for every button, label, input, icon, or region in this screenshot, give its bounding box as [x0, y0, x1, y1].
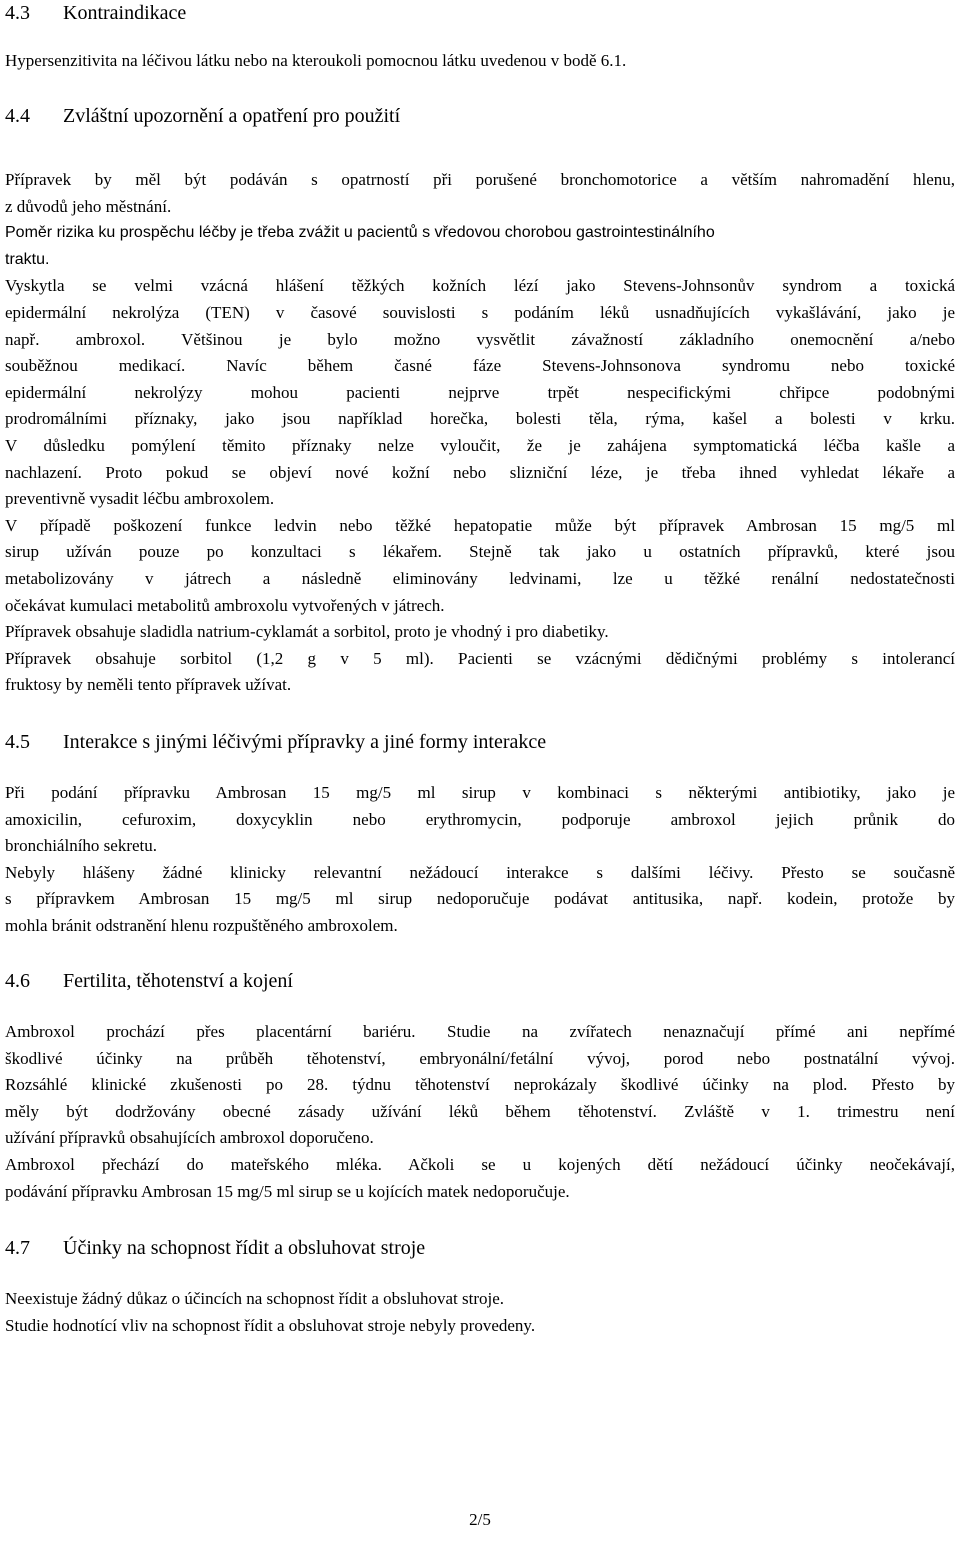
- section-4-5-heading: [5, 729, 955, 755]
- section-title: Zvláštní upozornění a opatření pro použití: [63, 105, 401, 127]
- text-line: nachlazení. Proto pokud se objeví nové kožní nebo slizniční léze, je třeba ihned vyhledat lékaře a: [5, 462, 955, 482]
- section-number: 4.3: [5, 2, 30, 24]
- section-number: 4.4: [5, 105, 30, 127]
- text-line: užívání přípravků obsahujících ambroxol doporučeno.: [5, 1128, 374, 1148]
- section-4-3-body: [5, 48, 955, 75]
- text-line: Rozsáhlé klinické zkušenosti po 28. týdnu těhotenství neprokázaly škodlivé účinky na plod. Přesto by: [5, 1075, 955, 1095]
- text-line: V případě poškození funkce ledvin nebo těžké hepatopatie může být přípravek Ambrosan 15 mg/5 ml: [5, 515, 955, 535]
- text-line: Poměr rizika ku prospěchu léčby je třeba zvážit u pacientů s vředovou chorobou gastrointestinálního: [5, 224, 715, 242]
- text-line: fruktosy by neměli tento přípravek užívat.: [5, 675, 292, 695]
- text-line: Ambroxol prochází přes placentární bariéru. Studie na zvířatech nenaznačují přímé ani nepřímé: [5, 1022, 955, 1041]
- text-line: měly být dodržovány obecné zásady užívání léků během těhotenství. Zvláště v 1. trimestru není: [5, 1101, 955, 1121]
- section-4-5-body: [5, 780, 955, 940]
- text-line: s přípravkem Ambrosan 15 mg/5 ml sirup nedoporučuje podávat antitusika, např. kodein, protože by: [5, 889, 955, 909]
- text-line: mohla bránit odstranění hlenu rozpuštěného ambroxolem.: [5, 915, 398, 935]
- text-line: metabolizovány v játrech a následně eliminovány ledvinami, lze u těžké renální nedostatečnosti: [5, 568, 955, 588]
- text-line: Ambroxol přechází do mateřského mléka. Ačkoli se u kojených dětí nežádoucí účinky neočekávají,: [5, 1154, 955, 1174]
- section-title: Fertilita, těhotenství a kojení: [63, 970, 293, 992]
- text-line: Vyskytla se velmi vzácná hlášení těžkých kožních lézí jako Stevens-Johnsonův syndrom a toxická: [5, 276, 955, 296]
- text-line: Studie hodnotící vliv na schopnost řídit a obsluhovat stroje nebyly provedeny.: [5, 1315, 536, 1335]
- text-line: epidermální nekrolýzy mohou pacienti nejprve trpět nespecifickými chřipce podobnými: [5, 382, 955, 402]
- text-line: Přípravek by měl být podáván s opatrností při porušené bronchomotorice a větším nahromadění hlenu,: [5, 170, 955, 189]
- section-4-4-heading: [5, 103, 955, 129]
- section-title: Interakce s jinými léčivými přípravky a jiné formy interakce: [63, 731, 547, 753]
- text-line: traktu.: [5, 250, 50, 268]
- text-line: škodlivé účinky na průběh těhotenství, embryonální/fetální vývoj, porod nebo postnatální vývoj.: [5, 1048, 955, 1068]
- section-title: Účinky na schopnost řídit a obsluhovat stroje: [63, 1237, 426, 1259]
- text-line: sirup užíván pouze po konzultaci s lékařem. Stejně tak jako u ostatních přípravků, které jsou: [5, 542, 955, 562]
- text-line: Přípravek obsahuje sladidla natrium-cyklamát a sorbitol, proto je vhodný i pro diabetiky.: [5, 622, 609, 642]
- section-number: 4.6: [5, 970, 30, 992]
- text-line: očekávat kumulaci metabolitů ambroxolu vytvořených v játrech.: [5, 595, 445, 615]
- section-4-3-heading: [5, 0, 955, 26]
- text-line: amoxicilin, cefuroxim, doxycyklin nebo erythromycin, podporuje ambroxol jejich průnik do: [5, 809, 955, 829]
- text-line: Neexistuje žádný důkaz o účincích na schopnost řídit a obsluhovat stroje.: [5, 1289, 505, 1308]
- section-4-4-body: [5, 167, 955, 699]
- text-line: prodromálními příznaky, jako jsou například horečka, bolesti těla, rýma, kašel a bolesti v krku.: [5, 409, 955, 429]
- page-number: 2/5: [469, 1510, 491, 1529]
- text-line: V důsledku pomýlení těmito příznaky nelze vyloučit, že je zahájena symptomatická léčba kašle a: [5, 435, 955, 455]
- text-line: Při podání přípravku Ambrosan 15 mg/5 ml sirup v kombinaci s některými antibiotiky, jako je: [5, 783, 955, 802]
- text-line: Přípravek obsahuje sorbitol (1,2 g v 5 ml). Pacienti se vzácnými dědičnými problémy s intolerancí: [5, 648, 955, 668]
- section-title: Kontraindikace: [63, 2, 187, 24]
- text-line: preventivně vysadit léčbu ambroxolem.: [5, 489, 275, 509]
- section-number: 4.5: [5, 731, 30, 753]
- text-line: bronchiálního sekretu.: [5, 836, 158, 856]
- text-line: Hypersenzitivita na léčivou látku nebo na kteroukoli pomocnou látku uvedenou v bodě 6.1.: [5, 51, 627, 70]
- section-4-6-heading: [5, 968, 955, 994]
- section-number: 4.7: [5, 1237, 30, 1259]
- text-line: epidermální nekrolýza (TEN) v časové souvislosti s podáním léků usnadňujících vykašlávání, jako je: [5, 302, 955, 322]
- text-line: podávání přípravku Ambrosan 15 mg/5 ml sirup se u kojících matek nedoporučuje.: [5, 1181, 570, 1201]
- text-line: Nebyly hlášeny žádné klinicky relevantní nežádoucí interakce s dalšími léčivy. Přesto se současně: [5, 862, 955, 882]
- text-line: souběžnou medikací. Navíc během časné fáze Stevens-Johnsonova syndromu nebo toxické: [5, 356, 955, 376]
- text-line: z důvodů jeho městnání.: [5, 196, 172, 216]
- section-4-6-body: [5, 1019, 955, 1205]
- section-4-7-heading: [5, 1235, 955, 1261]
- text-line: např. ambroxol. Většinou je bylo možno vysvětlit závažností základního onemocnění a/nebo: [5, 329, 955, 349]
- section-4-7-body: [5, 1286, 955, 1339]
